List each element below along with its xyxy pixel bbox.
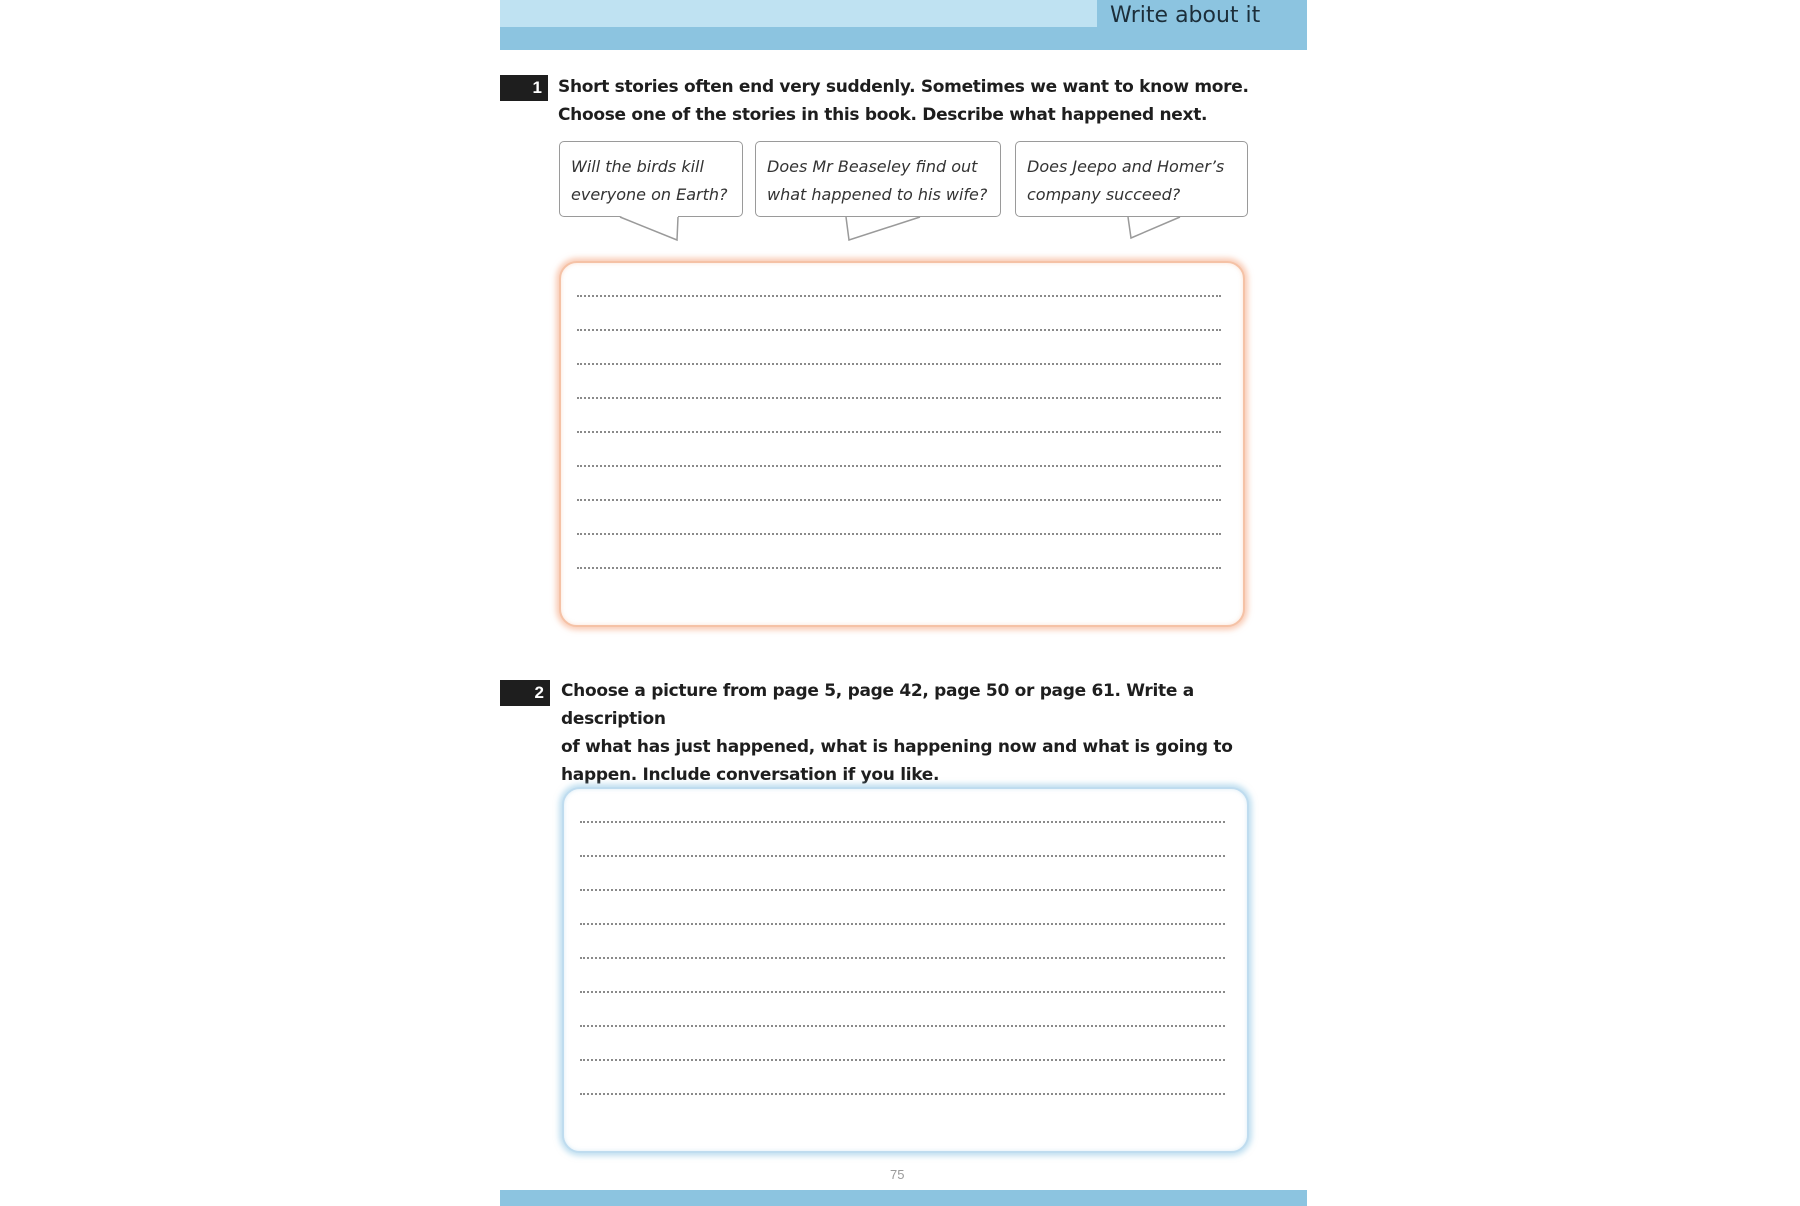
speech-bubble-text: Does Mr Beaseley find out (767, 157, 978, 176)
writing-line (577, 499, 1221, 501)
question-2-line-2: of what has just happened, what is happening now and what is going to (561, 737, 1233, 757)
writing-line (577, 295, 1221, 297)
page-number: 75 (890, 1167, 905, 1182)
section-title: Write about it (1110, 3, 1261, 28)
footer-band (500, 1190, 1307, 1206)
question-2-number: 2 (500, 680, 550, 706)
speech-bubble-jeepo-homer (1015, 141, 1248, 217)
speech-bubble-tail (1128, 216, 1180, 238)
writing-line (577, 431, 1221, 433)
speech-bubble-tail (846, 216, 920, 240)
writing-line (580, 821, 1225, 823)
speech-bubble-tails (500, 0, 1307, 260)
speech-bubble-text: Will the birds kill (571, 157, 704, 176)
writing-line (580, 923, 1225, 925)
writing-line (577, 329, 1221, 331)
writing-line (577, 567, 1221, 569)
speech-bubble-mr-beaseley (755, 141, 1001, 217)
writing-line (580, 1025, 1225, 1027)
answer-box-question-2[interactable] (562, 787, 1249, 1153)
question-2-line-1: Choose a picture from page 5, page 42, page 50 or page 61. Write a description (561, 681, 1194, 729)
speech-bubble-text: everyone on Earth? (571, 185, 728, 204)
question-2-line-3: happen. Include conversation if you like. (561, 765, 940, 785)
writing-line (580, 855, 1225, 857)
writing-line (577, 465, 1221, 467)
writing-line (577, 533, 1221, 535)
writing-line (580, 957, 1225, 959)
worksheet-page (500, 0, 1307, 1200)
writing-line (577, 363, 1221, 365)
speech-bubble-text: company succeed? (1027, 185, 1181, 204)
writing-line (577, 397, 1221, 399)
question-1-line-2: Choose one of the stories in this book. Describe what happened next. (558, 105, 1208, 125)
question-1-number: 1 (500, 75, 548, 101)
writing-line (580, 889, 1225, 891)
speech-bubble-text: Does Jeepo and Homer’s (1027, 157, 1225, 176)
question-2-prompt (561, 677, 1301, 789)
writing-line (580, 1059, 1225, 1061)
writing-line (580, 991, 1225, 993)
speech-bubble-text: what happened to his wife? (767, 185, 988, 204)
writing-line (580, 1093, 1225, 1095)
answer-box-question-1[interactable] (559, 261, 1245, 627)
question-1-line-1: Short stories often end very suddenly. Sometimes we want to know more. (558, 77, 1249, 97)
